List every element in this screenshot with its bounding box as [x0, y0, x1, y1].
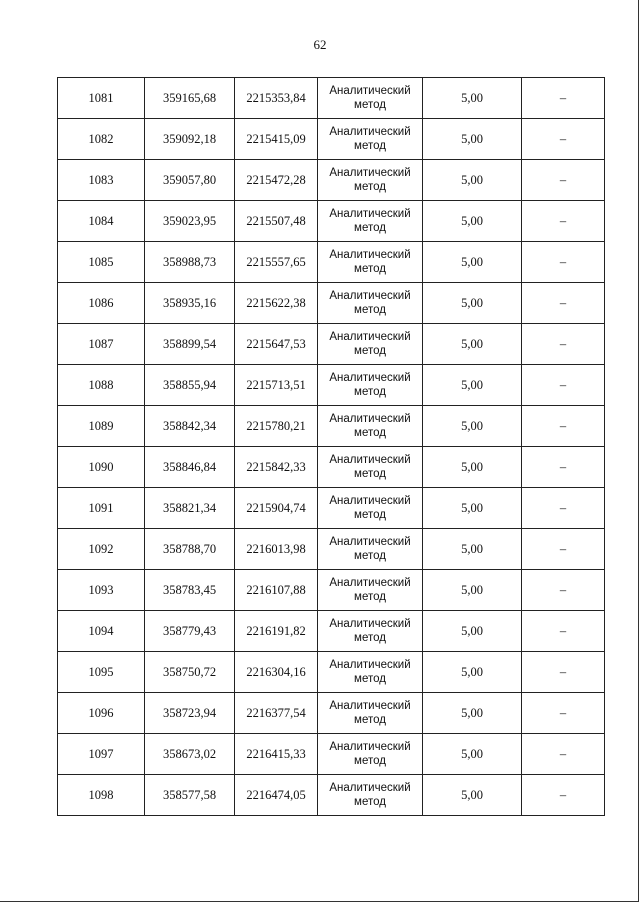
accuracy-cell: 5,00: [423, 283, 522, 324]
point-number-cell: 1091: [58, 488, 145, 529]
note-cell: –: [522, 242, 605, 283]
y-coordinate-cell: 2216191,82: [235, 611, 318, 652]
y-coordinate-cell: 2215472,28: [235, 160, 318, 201]
point-number-cell: 1093: [58, 570, 145, 611]
y-coordinate-cell: 2215507,48: [235, 201, 318, 242]
table-row: [58, 734, 605, 775]
accuracy-cell: 5,00: [423, 488, 522, 529]
point-number-cell: 1085: [58, 242, 145, 283]
method-cell: Аналитический метод: [318, 324, 423, 365]
method-cell: Аналитический метод: [318, 775, 423, 816]
x-coordinate-cell: 358750,72: [145, 652, 235, 693]
accuracy-cell: 5,00: [423, 78, 522, 119]
method-cell: Аналитический метод: [318, 406, 423, 447]
accuracy-cell: 5,00: [423, 611, 522, 652]
method-cell: Аналитический метод: [318, 242, 423, 283]
accuracy-cell: 5,00: [423, 324, 522, 365]
point-number-cell: 1097: [58, 734, 145, 775]
accuracy-cell: 5,00: [423, 365, 522, 406]
x-coordinate-cell: 358988,73: [145, 242, 235, 283]
point-number-cell: 1095: [58, 652, 145, 693]
coordinates-table-body: [58, 78, 605, 816]
note-cell: –: [522, 611, 605, 652]
x-coordinate-cell: 358577,58: [145, 775, 235, 816]
y-coordinate-cell: 2215415,09: [235, 119, 318, 160]
x-coordinate-cell: 359023,95: [145, 201, 235, 242]
method-cell: Аналитический метод: [318, 488, 423, 529]
method-cell: Аналитический метод: [318, 78, 423, 119]
table-row: [58, 160, 605, 201]
x-coordinate-cell: 358842,34: [145, 406, 235, 447]
x-coordinate-cell: 359057,80: [145, 160, 235, 201]
point-number-cell: 1092: [58, 529, 145, 570]
note-cell: –: [522, 365, 605, 406]
point-number-cell: 1083: [58, 160, 145, 201]
table-row: [58, 529, 605, 570]
x-coordinate-cell: 358783,45: [145, 570, 235, 611]
y-coordinate-cell: 2216377,54: [235, 693, 318, 734]
table-row: [58, 365, 605, 406]
table-row: [58, 775, 605, 816]
page-number: 62: [313, 37, 327, 52]
y-coordinate-cell: 2216415,33: [235, 734, 318, 775]
method-cell: Аналитический метод: [318, 652, 423, 693]
point-number-cell: 1096: [58, 693, 145, 734]
method-cell: Аналитический метод: [318, 201, 423, 242]
y-coordinate-cell: 2215622,38: [235, 283, 318, 324]
note-cell: –: [522, 160, 605, 201]
accuracy-cell: 5,00: [423, 652, 522, 693]
y-coordinate-cell: 2215780,21: [235, 406, 318, 447]
point-number-cell: 1089: [58, 406, 145, 447]
x-coordinate-cell: 358788,70: [145, 529, 235, 570]
point-number-cell: 1090: [58, 447, 145, 488]
x-coordinate-cell: 359092,18: [145, 119, 235, 160]
point-number-cell: 1086: [58, 283, 145, 324]
x-coordinate-cell: 358779,43: [145, 611, 235, 652]
x-coordinate-cell: 358723,94: [145, 693, 235, 734]
method-cell: Аналитический метод: [318, 365, 423, 406]
point-number-cell: 1087: [58, 324, 145, 365]
method-cell: Аналитический метод: [318, 160, 423, 201]
accuracy-cell: 5,00: [423, 529, 522, 570]
method-cell: Аналитический метод: [318, 734, 423, 775]
method-cell: Аналитический метод: [318, 529, 423, 570]
point-number-cell: 1084: [58, 201, 145, 242]
table-row: [58, 570, 605, 611]
coordinates-table: [57, 77, 605, 816]
method-cell: Аналитический метод: [318, 447, 423, 488]
y-coordinate-cell: 2215904,74: [235, 488, 318, 529]
x-coordinate-cell: 358846,84: [145, 447, 235, 488]
table-row: [58, 324, 605, 365]
note-cell: –: [522, 201, 605, 242]
table-row: [58, 611, 605, 652]
y-coordinate-cell: 2216107,88: [235, 570, 318, 611]
y-coordinate-cell: 2215353,84: [235, 78, 318, 119]
note-cell: –: [522, 406, 605, 447]
x-coordinate-cell: 358821,34: [145, 488, 235, 529]
accuracy-cell: 5,00: [423, 406, 522, 447]
note-cell: –: [522, 447, 605, 488]
y-coordinate-cell: 2215842,33: [235, 447, 318, 488]
point-number-cell: 1081: [58, 78, 145, 119]
point-number-cell: 1088: [58, 365, 145, 406]
y-coordinate-cell: 2216304,16: [235, 652, 318, 693]
y-coordinate-cell: 2215557,65: [235, 242, 318, 283]
note-cell: –: [522, 119, 605, 160]
accuracy-cell: 5,00: [423, 119, 522, 160]
accuracy-cell: 5,00: [423, 570, 522, 611]
method-cell: Аналитический метод: [318, 119, 423, 160]
accuracy-cell: 5,00: [423, 734, 522, 775]
table-row: [58, 242, 605, 283]
x-coordinate-cell: 358673,02: [145, 734, 235, 775]
x-coordinate-cell: 359165,68: [145, 78, 235, 119]
table-row: [58, 406, 605, 447]
table-row: [58, 201, 605, 242]
method-cell: Аналитический метод: [318, 611, 423, 652]
x-coordinate-cell: 358899,54: [145, 324, 235, 365]
note-cell: –: [522, 570, 605, 611]
point-number-cell: 1098: [58, 775, 145, 816]
note-cell: –: [522, 693, 605, 734]
note-cell: –: [522, 529, 605, 570]
note-cell: –: [522, 652, 605, 693]
table-row: [58, 119, 605, 160]
table-row: [58, 693, 605, 734]
note-cell: –: [522, 283, 605, 324]
accuracy-cell: 5,00: [423, 201, 522, 242]
point-number-cell: 1082: [58, 119, 145, 160]
note-cell: –: [522, 324, 605, 365]
y-coordinate-cell: 2216474,05: [235, 775, 318, 816]
note-cell: –: [522, 734, 605, 775]
table-row: [58, 78, 605, 119]
note-cell: –: [522, 775, 605, 816]
table-row: [58, 447, 605, 488]
y-coordinate-cell: 2216013,98: [235, 529, 318, 570]
table-row: [58, 283, 605, 324]
x-coordinate-cell: 358855,94: [145, 365, 235, 406]
accuracy-cell: 5,00: [423, 160, 522, 201]
accuracy-cell: 5,00: [423, 447, 522, 488]
method-cell: Аналитический метод: [318, 570, 423, 611]
method-cell: Аналитический метод: [318, 693, 423, 734]
y-coordinate-cell: 2215647,53: [235, 324, 318, 365]
x-coordinate-cell: 358935,16: [145, 283, 235, 324]
accuracy-cell: 5,00: [423, 693, 522, 734]
table-row: [58, 652, 605, 693]
accuracy-cell: 5,00: [423, 242, 522, 283]
y-coordinate-cell: 2215713,51: [235, 365, 318, 406]
method-cell: Аналитический метод: [318, 283, 423, 324]
point-number-cell: 1094: [58, 611, 145, 652]
table-row: [58, 488, 605, 529]
note-cell: –: [522, 488, 605, 529]
note-cell: –: [522, 78, 605, 119]
accuracy-cell: 5,00: [423, 775, 522, 816]
